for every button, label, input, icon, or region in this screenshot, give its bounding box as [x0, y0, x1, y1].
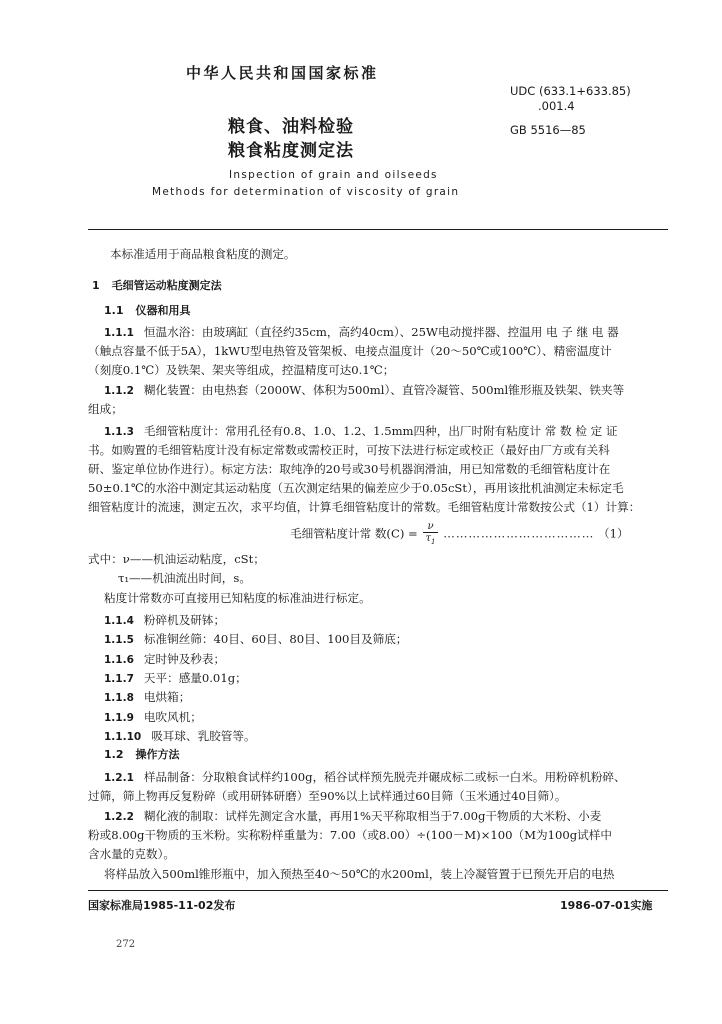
- para-1-1-1-text1: 恒温水浴：由玻璃缸（直径约35cm，高约40cm）、25W电动搅拌器、控温用 电 子 继 电 器: [143, 325, 619, 339]
- where-label: 式中：: [88, 552, 123, 566]
- item-1-1-4: [104, 612, 225, 629]
- header-divider: [88, 229, 668, 230]
- item-1-1-10-number: 1.1.10: [104, 731, 142, 743]
- page-number: 272: [116, 939, 136, 950]
- udc-code-line2: .001.4: [538, 99, 575, 113]
- section-1-2-title: 操作方法: [135, 748, 180, 761]
- para-1-1-1-line1: [104, 324, 619, 341]
- para-1-2-1-number: 1.2.1: [104, 772, 134, 784]
- para-1-2-1-line2: 过筛，筛上物再反复粉碎（或用研钵研磨）至90%以上试样通过60目筛（玉米通过40目筛）。: [88, 789, 567, 803]
- section-1-2-number: 1.2: [104, 748, 124, 761]
- where-line-t: τ₁——机油流出时间，s。: [118, 571, 251, 585]
- para-1-1-3-line3: 研、鉴定单位协作进行）。标定方法：取纯净的20号或30号机器润滑油，用已知常数的毛细管粘度计在: [88, 462, 611, 476]
- section-1-1-title: 仪器和用具: [135, 304, 191, 317]
- where-v-definition: ν——机油运动粘度，cSt；: [122, 552, 265, 566]
- para-1-1-1-line3: （刻度0.1℃）及铁架、架夹等组成，控温精度可达0.1℃；: [88, 363, 395, 377]
- item-1-1-10: [104, 728, 256, 745]
- item-1-1-8-text: 电烘箱；: [143, 690, 191, 704]
- section-1-1-number: 1.1: [104, 304, 124, 317]
- formula-equation-number: （1）: [598, 526, 629, 541]
- para-1-1-1-line2: （触点容量不低于5A），1kWU型电热管及管架板、电接点温度计（20～50℃或100℃）、精密温度计: [88, 344, 612, 358]
- item-1-1-8-number: 1.1.8: [104, 692, 134, 704]
- formula-denominator: [423, 533, 437, 548]
- para-1-1-2-line1: [104, 382, 624, 399]
- para-1-1-3-line5: 细管粘度计的流速，测定五次，求平均值，计算毛细管粘度计的常数。毛细管粘度计常数按公式（1）计算：: [88, 500, 641, 514]
- item-1-1-10-text: 吸耳球、乳胶管等。: [151, 729, 256, 743]
- para-1-1-2-text1: 糊化装置：由电热套（2000W、体积为500ml）、直管冷凝管、500ml锥形瓶及铁架、铁夹等: [143, 383, 625, 397]
- para-1-2-1-text1: 样品制备：分取粮食试样约100g，稻谷试样预先脱壳并碾成标二或标一白米。用粉碎机粉碎、: [143, 770, 626, 784]
- where-line-v: [88, 551, 265, 567]
- para-1-1-3-text1: 毛细管粘度计：常用孔径有0.8、1.0、1.2、1.5mm四种，出厂时附有粘度计 常 数 检 定 证: [143, 424, 618, 438]
- section-1-heading: [92, 278, 222, 294]
- udc-code-line1: UDC (633.1+633.85): [510, 84, 631, 98]
- item-1-1-7-text: 天平：感量0.01g；: [143, 671, 247, 685]
- para-1-2-2-line3: 含水量的克数）。: [88, 847, 175, 861]
- viscometer-constant-formula: [290, 521, 629, 548]
- para-1-1-3-line1: [104, 423, 617, 440]
- para-1-1-2-line2: 组成；: [88, 402, 123, 416]
- para-1-2-2-line1: [104, 808, 601, 825]
- para-1-2-1-line1: [104, 769, 626, 786]
- formula-denominator-sub: 1: [431, 538, 436, 546]
- para-1-2-2-line2: 粉或8.00g干物质的玉米粉。实称粉样重量为：7.00（或8.00）÷(100－M)×100（M为100g试样中: [88, 828, 612, 842]
- item-1-1-6: [104, 651, 225, 668]
- last-paragraph: 将样品放入500ml锥形瓶中，加入预热至40～50℃的水200ml，装上冷凝管置于已预先开启的电热: [104, 867, 615, 881]
- section-1-2-heading: [104, 747, 180, 763]
- implementation-date: 1986-07-01实施: [560, 899, 653, 912]
- para-1-1-2-number: 1.1.2: [104, 385, 134, 397]
- english-title-line2: Methods for determination of viscosity of grain: [152, 186, 460, 198]
- formula-lhs: 毛细管粘度计常 数(C) =: [290, 526, 418, 541]
- item-1-1-5-number: 1.1.5: [104, 634, 134, 646]
- para-1-2-2-text1: 糊化液的制取：试样先测定含水量，再用1%天平称取相当于7.00g干物质的大米粉、小麦: [143, 809, 602, 823]
- standard-name: 中华人民共和国国家标准: [186, 64, 379, 82]
- item-1-1-6-number: 1.1.6: [104, 654, 134, 666]
- formula-numerator: ν: [423, 521, 437, 533]
- gb-number: GB 5516—85: [510, 123, 586, 137]
- section-1-title: 毛细管运动粘度测定法: [111, 279, 222, 292]
- section-1-1-heading: [104, 303, 191, 319]
- item-1-1-8: [104, 689, 190, 706]
- english-title-line1: Inspection of grain and oilseeds: [229, 169, 438, 181]
- item-1-1-5-text: 标准铜丝筛：40目、60目、80目、100目及筛底；: [143, 632, 408, 646]
- calibration-note: 粘度计常数亦可直接用已知粘度的标准油进行标定。: [104, 591, 371, 605]
- item-1-1-9-number: 1.1.9: [104, 712, 134, 724]
- item-1-1-4-number: 1.1.4: [104, 615, 134, 627]
- para-1-1-3-number: 1.1.3: [104, 426, 134, 438]
- item-1-1-7-number: 1.1.7: [104, 673, 134, 685]
- para-1-1-3-line4: 50±0.1℃的水浴中测定其运动粘度（五次测定结果的偏差应少于0.05cSt），再用该批机油测定未标定毛: [88, 481, 624, 495]
- para-1-1-1-number: 1.1.1: [104, 327, 134, 339]
- formula-denominator-symbol: τ: [425, 533, 432, 544]
- para-1-1-3-line2: 书。如购置的毛细管粘度计没有标定常数或需校正时，可按下法进行标定或校正（最好由厂方或有关科: [88, 443, 610, 457]
- footer-divider: [88, 890, 668, 891]
- intro-paragraph: 本标准适用于商品粮食粘度的测定。: [110, 247, 296, 261]
- para-1-2-2-number: 1.2.2: [104, 811, 134, 823]
- title-line2: 粮食粘度测定法: [228, 141, 354, 161]
- item-1-1-7: [104, 670, 247, 687]
- item-1-1-9-text: 电吹风机；: [143, 710, 202, 724]
- issue-date: 国家标准局1985-11-02发布: [88, 899, 236, 912]
- title-line1: 粮食、油料检验: [228, 117, 354, 137]
- item-1-1-6-text: 定时钟及秒表；: [143, 652, 226, 666]
- formula-fraction: [423, 521, 437, 548]
- section-1-number: 1: [92, 279, 100, 292]
- formula-leader-dots: ………………………………: [443, 526, 595, 541]
- item-1-1-5: [104, 631, 407, 648]
- item-1-1-9: [104, 709, 202, 726]
- item-1-1-4-text: 粉碎机及研钵；: [143, 613, 226, 627]
